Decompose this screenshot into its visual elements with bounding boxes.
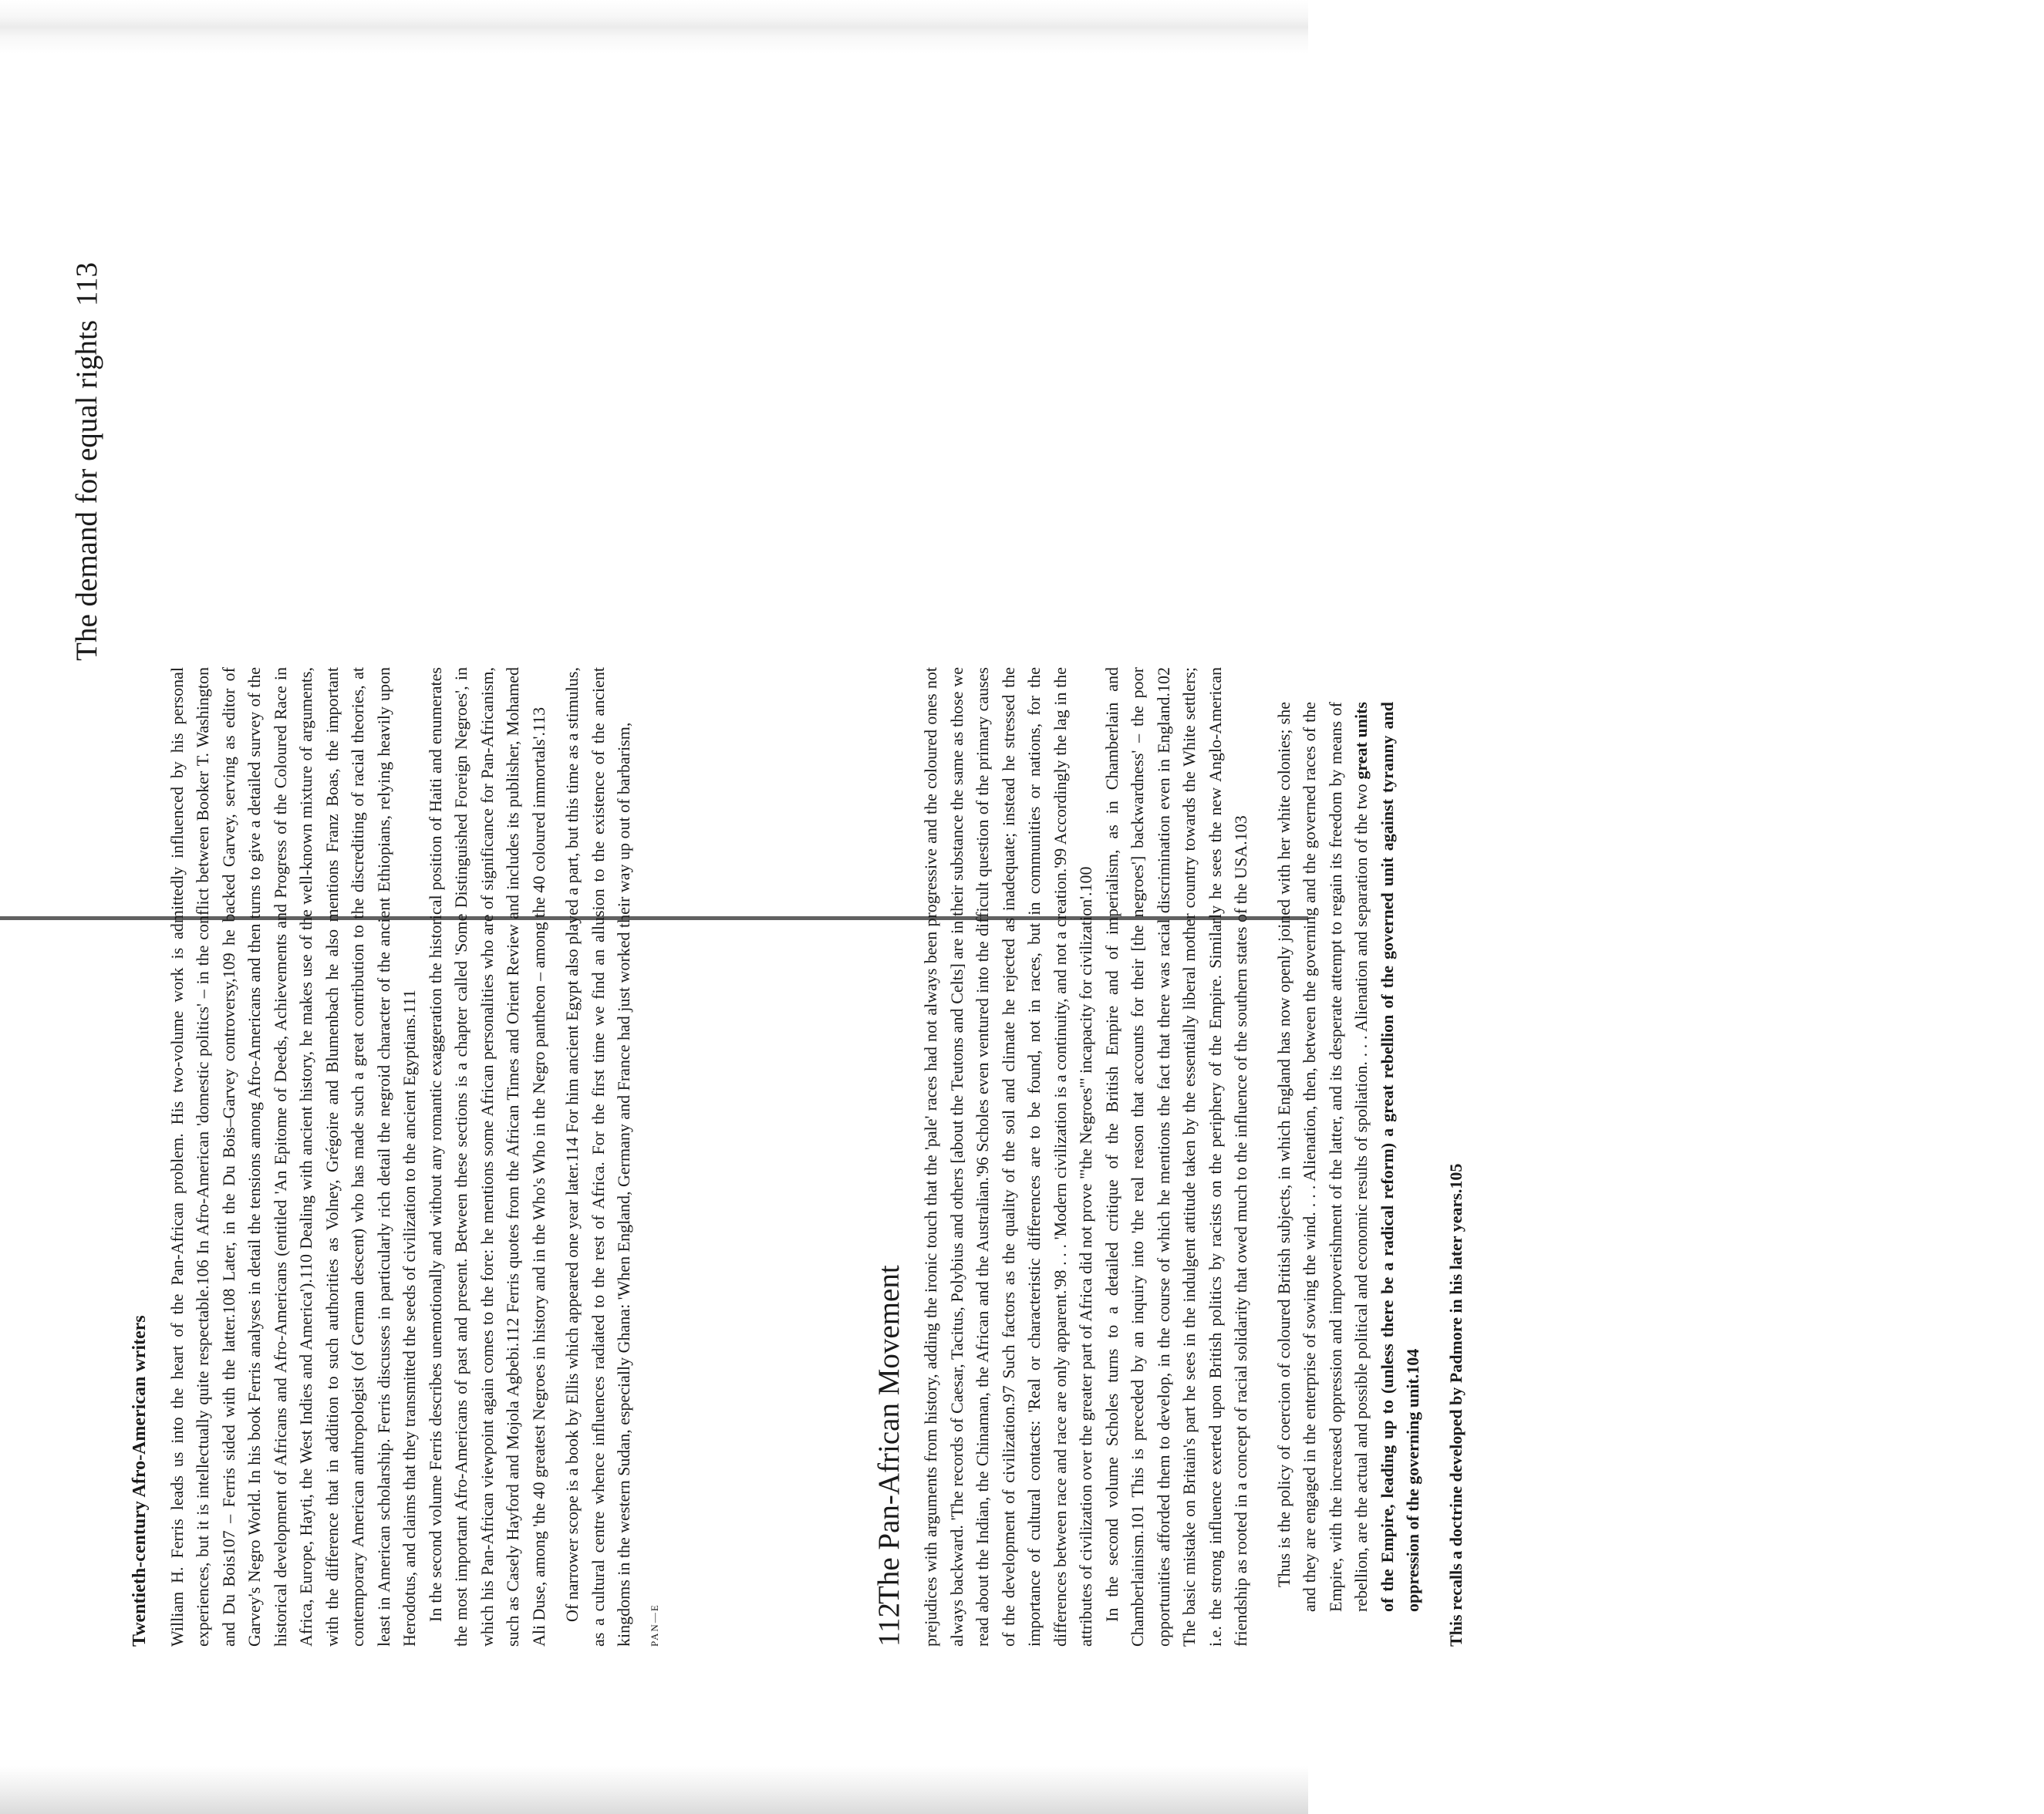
page-number: 113	[70, 262, 103, 307]
page-header	[872, 177, 918, 1720]
body-text	[127, 667, 667, 1647]
page-number: 112	[872, 1602, 906, 1647]
page-header	[69, 177, 116, 1720]
signature-mark: PAN—E	[648, 1603, 660, 1647]
quote-text: Thus is the policy of coercion of coloured British subjects, in which England has now openly joined with her white colonies; she and they are engaged in the enterprise of sowing the wind. . . . Alienation, then, between the governing and the governed races of the Empire, with the increased oppression and impoverishment of the latter, and its desperate attempt to regain its freedom by means of rebellion, are the actual and possible political and economic results of spoliation. . . . Alienation and separation of the two	[1273, 702, 1371, 1612]
section-heading: Twentieth-century Afro-American writers	[130, 1315, 150, 1647]
body-text	[918, 667, 1469, 1647]
scan-edge-top	[0, 0, 1308, 54]
running-title: The Pan-African Movement	[872, 1265, 906, 1604]
running-title: The demand for equal rights	[70, 320, 103, 661]
scan-edge-bottom	[0, 1766, 1308, 1814]
closing-line: This recalls a doctrine developed by Padmore in his later years.105	[1445, 1163, 1466, 1647]
block-quote	[1271, 702, 1426, 1612]
paragraph: Of narrower scope is a book by Ellis which appeared one year later.114 For him ancient Egypt also played a part, but this time as a stimulus, as a cultural centre whence influences radiated to the rest of Africa. For the first time we find an allusion to the existence of the ancient kingdoms in the western Sudan, especially Ghana: 'When England, Germany and France had just worked their way up out of barbarism,	[562, 667, 633, 1647]
quote-text-bold: great units of the Empire, leading up to (unless there be a radical reform) a great rebellion of the governed unit against tyranny and oppression of the governing unit.104	[1351, 702, 1422, 1612]
paragraph: prejudices with arguments from history, adding the ironic touch that the 'pale' races had not always been progressive and the coloured ones not always backward. 'The records of Caesar, Tacitus, Polybius and others [about the Teutons and Celts] are in their substance the same as those we read about the Indian, the Chinaman, the African and the Australian.'96 Scholes even ventured into the difficult question of the primary causes of the development of civilization.97 Such factors as the quality of the soil and climate he rejected as inadequate; instead he stressed the importance of cultural contacts: 'Real or characteristic differences are to be found, not in races, but in communities or nations, for the differences between race and race are only apparent.'98 . . . 'Modern civilization is a continuity, and not a creation.'99 Accordingly the lag in the attributes of civilization over the greater part of Africa did not prove "'the Negroes'" incapacity for civilization'.100	[921, 667, 1095, 1647]
paragraph: William H. Ferris leads us into the heart of the Pan-African problem. His two-volume work is admittedly influenced by his personal experiences, but it is intellectually quite respectable.106 In Afro-American 'domestic politics' – in the conflict between Booker T. Washington and Du Bois107 – Ferris sided with the latter.108 Later, in the Du Bois–Garvey controversy,109 he backed Garvey, serving as editor of Garvey's Negro World. In his book Ferris analyses in detail the tensions among Afro-Americans and then turns to give a detailed survey of the historical development of Africans and Afro-Americans (entitled 'An Epitome of Deeds, Achievements and Progress of the Coloured Race in Africa, Europe, Hayti, the West Indies and America').110 Dealing with ancient history, he makes use of the well-known mixture of arguments, with the difference that in addition to such authorities as Volney, Grégoire and Blumenbach he also mentions Franz Boas, the important contemporary American anthropologist (of German descent) who has made such a great contribution to the discrediting of racial theories, at least in American scholarship. Ferris discusses in particularly rich detail the negroid character of the ancient Ethiopians, relying heavily upon Herodotus, and claims that they transmitted the seeds of civilization to the ancient Egyptians.111	[167, 667, 419, 1647]
paragraph: In the second volume Scholes turns to a detailed critique of the British Empire and of imperialism, as in Chamberlain and Chamberlainism.101 This is preceded by an inquiry into 'the real reason that accounts for their [the negroes'] backwardness' – the poor opportunities afforded them to develop, in the course of which he mentions the fact that there was racial discrimination even in England.102 The basic mistake on Britain's part he sees in the indulgent attitude taken by the essentially liberal mother country towards the White settlers; i.e. the strong influence exerted upon British politics by racists on the periphery of the Empire. Similarly he sees the new Anglo-American friendship as rooted in a concept of racial solidarity that owed much to the influence of the southern states of the USA.103	[1101, 667, 1250, 1647]
left-page	[872, 177, 2044, 1720]
paragraph: In the second volume Ferris describes unemotionally and without any romantic exaggeration the historical position of Haiti and enumerates the most important Afro-Americans of past and present. Between these sections is a chapter called 'Some Distinguished Foreign Negroes', in which his Pan-African viewpoint again comes to the fore: he mentions some African personalities who are of significance for Pan-Africanism, such as Casely Hayford and Mojola Agbebi.112 Ferris quotes from the African Times and Orient Review and includes its publisher, Mohamed Ali Duse, among 'the 40 greatest Negroes in history and in the Who's Who in the Negro pantheon – among the 40 coloured immortals'.113	[425, 667, 548, 1647]
